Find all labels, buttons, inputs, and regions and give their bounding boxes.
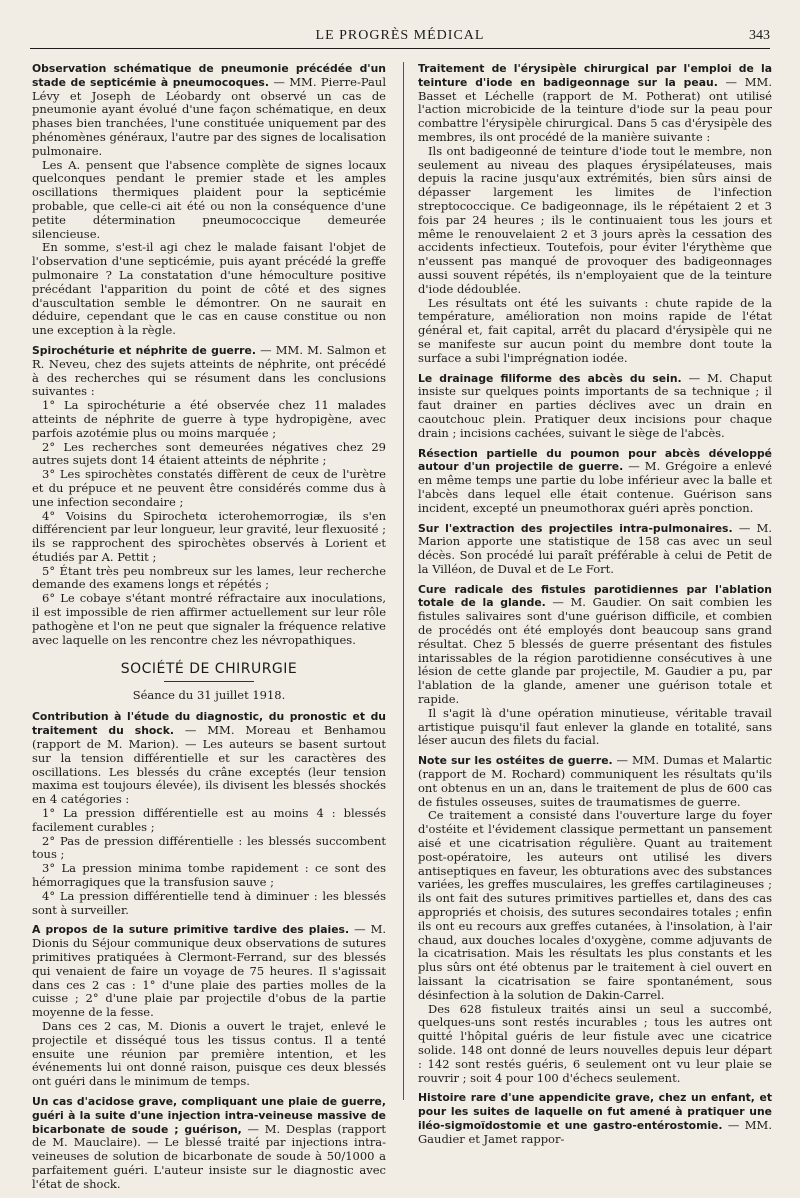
article-paragraph: Des 628 fistuleux traités ainsi un seul a succombé, quelques-uns sont restés incurables ; tous les autres ont quitté l'hôpital guéris de leur fistule avec une cicatrice solide. 148 ont donné de leurs nouvelles depuis leur départ : 142 sont restés guéris, 6 seulement ont vu leur plaie se rouvrir ; soit 4 pour 100 d'échecs seulement. [418,1001,772,1085]
list-item: 4° La pression différentielle tend à diminuer : les blessés sont à surveiller. [32,888,386,917]
article-text: Sur l'extraction des projectiles intra-pulmonaires. — M. Marion apporte une statistique de 158 cas avec un seul décès. Son procédé lui paraît préférable à celui de Petit de la Villéon, de Duval et de Le Fort. [418,520,772,576]
article-heading: Cure radicale des fistules parotidiennes par l'ablation totale de la glande. [418,582,772,610]
article-resection [418,447,772,516]
article-text: Cure radicale des fistules parotidiennes par l'ablation totale de la glande. — M. Gaudier. On sait combien les fistules salivaires sont d'une guérison difficile, et combien de procédés ont été employés dont beaucoup sans grand résultat. Chez 5 blessés de guerre présentant des fistules intarissables de la région parotidienne consécutives à une lésion de cette glande par projectile, M. Gaudier a pu, par l'ablation de la glande, amener une guérison totale et rapide. [418,582,772,707]
article-text: Un cas d'acidose grave, compliquant une plaie de guerre, guéri à la suite d'une injection intra-veineuse massive de bicarbonate de soude ; guérison, — M. Desplas (rapport de M. Mauclaire). — Le blessé traité par injections intra-veineuses de solution de bicarbonate de soude à 50/1000 a parfaitement guéri. L'auteur insiste sur le diagnostic avec l'état de shock. [32,1094,386,1191]
article-heading: A propos de la suture primitive tardive des plaies. [32,923,350,937]
article-heading: Un cas d'acidose grave, compliquant une plaie de guerre, guéri à la suite d'une injection intra-veineuse massive de bicarbonate de soude ; guérison, [32,1094,386,1136]
article-heading: Résection partielle du poumon pour abcès développé autour d'un projectile de guerre. [418,446,772,474]
article-text: A propos de la suture primitive tardive des plaies. — M. Dionis du Séjour communique deux observations de sutures primitives pratiquées à Clermont-Ferrand, sur des blessés qui venaient de faire un voyage de 75 heures. Il s'agissait dans ces 2 cas : 1° d'une plaie des parties molles de la cuisse ; 2° d'une plaie par projectile d'obus de la partie moyenne de la fesse. [32,922,386,1020]
article-text: Histoire rare d'une appendicite grave, chez un enfant, et pour les suites de laquelle on fut amené à pratiquer une iléo-sigmoïdostomie et une gastro-entérostomie. — MM. Gaudier et Jamet rappor- [418,1091,772,1146]
list-item: 1° La pression différentielle est au moins 4 : blessés facilement curables ; [32,806,386,834]
article-paragraph: En somme, s'est-il agi chez le malade faisant l'objet de l'observation d'une septicémie, puis ayant précédé la greffe pulmonaire ? La constatation d'une hémoculture positive précédant l'apparition du point de côté et des signes d'auscultation semble le démontrer. On ne saurait en déduire, cependant que le cas en cause constitue ou non une exception à la règle. [32,240,386,338]
article-appendicite [418,1091,772,1146]
list-item: 2° Les recherches sont demeurées négatives chez 29 autres sujets dont 14 étaient atteints de néphrite ; [32,439,386,468]
article-pneumonie [32,62,386,338]
article-heading: Histoire rare d'une appendicite grave, chez un enfant, et pour les suites de laquelle on fut amené à pratiquer une iléo-sigmoïdostomie et une gastro-entérostomie. [418,1091,772,1132]
article-paragraph: Les A. pensent que l'absence complète de signes locaux quelconques pendant le premier stade et les amples oscillations thermiques plaident pour la septicémie probable, que celle-ci ait été ou non la conséquence d'une petite détermination pneumococcique demeurée silencieuse. [32,157,386,241]
article-extraction [418,522,772,577]
list-item: 5° Étant très peu nombreux sur les lames, leur recherche demande des examens longs et répétés ; [32,563,386,592]
section-title: SOCIÉTÉ DE CHIRURGIE [120,661,298,678]
article-text: Contribution à l'étude du diagnostic, du pronostic et du traitement du shock. — MM. Moreau et Benhamou (rapport de M. Marion). — Les auteurs se basent surtout sur la tension différentielle et sur les caractères des oscillations. Les blessés du crâne exceptés (leur tension maxima est toujours élevée), ils divisent les blessés shockés en 4 catégories : [32,710,386,807]
column-divider [403,62,404,1100]
article-text: Observation schématique de pneumonie précédée d'un stade de septicémie à pneumocoques. — MM. Pierre-Paul Lévy et Joseph de Léobardy ont observé un cas de pneumonie ayant évolué d'une façon schématique, en deux phases bien tranchées, l'une constituée uniquement par des phénomènes généraux, l'autre par des signes de localisation pulmonaire. [32,62,386,158]
session-date: Séance du 31 juillet 1918. [132,688,286,703]
list-item: 6° Le cobaye s'étant montré réfractaire aux inoculations, il est impossible de rien affirmer actuellement sur leur rôle pathogène et l'on ne peut que signaler la fréquence relative avec laquelle on les rencontre chez les névropathiques. [32,591,386,647]
article-heading: Contribution à l'étude du diagnostic, du pronostic et du traitement du shock. [32,710,386,738]
article-heading: Spirochéturie et néphrite de guerre. [32,343,256,357]
article-heading: Observation schématique de pneumonie précédée d'un stade de septicémie à pneumocoques. [32,62,386,89]
article-text: Note sur les ostéites de guerre. — MM. Dumas et Malartic (rapport de M. Rochard) communiquent les résultats qu'ils ont obtenus en un an, dans le traitement de plus de 600 cas de fistules osseuses, suites de traumatismes de guerre. [418,753,772,809]
section-rule [164,681,254,682]
article-paragraph: Ils ont badigeonné de teinture d'iode tout le membre, non seulement au niveau des plaques érysipélateuses, mais depuis la racine jusqu'aux extrémités, bien sûrs ainsi de dépasser largement les limites de l'infection streptococcique. Ce badigeonnage, ils le répétaient 2 et 3 fois par 24 heures ; ils le continuaient tous les jours et même le renouvelaient 2 et 3 jours après la cessation des accidents infectieux. Toutefois, pour éviter l'érythème que n'eussent pas manqué de provoquer des badigeonnages aussi souvent répétés, ils n'employaient que de la teinture d'iode dédoublée. [418,143,772,296]
article-shock [32,710,386,917]
page-header [30,26,770,49]
article-heading: Le drainage filiforme des abcès du sein. [418,371,682,385]
list-item: 3° La pression minima tombe rapidement : ce sont des hémorragiques que la transfusion sauve ; [32,861,386,890]
article-drainage [418,372,772,441]
article-suture [32,923,386,1089]
list-item: 2° Pas de pression différentielle : les blessés succombent tous ; [32,833,386,862]
article-heading: Traitement de l'érysipèle chirurgical par l'emploi de la teinture d'iode en badigeonnage sur la peau. [418,62,772,89]
article-paragraph: Les résultats ont été les suivants : chute rapide de la température, amélioration non moins rapide de l'état général et, fait capital, arrêt du placard d'érysipèle qui ne se manifeste sur aucun point du membre dont toute la surface a subi l'imprégnation iodée. [418,295,772,365]
article-paragraph: Il s'agit là d'une opération minutieuse, véritable travail artistique puisqu'il faut enlever la glande en totalité, sans léser aucun des filets du facial. [418,705,772,748]
article-spirocheturie [32,344,386,648]
left-column [32,62,386,1198]
article-heading: Note sur les ostéites de guerre. [418,754,613,768]
article-paragraph: Ce traitement a consisté dans l'ouverture large du foyer d'ostéite et l'évidement classique permettant un pansement aisé et une cicatrisation régulière. Quant au traitement post-opératoire, les auteurs ont utilisé les divers antiseptiques en faveur, les obturations avec des substances variées, les greffes musculaires, les greffes cartilagineuses ; ils ont fait des sutures primitives partielles et, dans des cas appropriés et choisis, des sutures secondaires totales ; enfin ils ont eu recours aux greffes cutanées, à l'insolation, à l'air chaud, aux douches locales d'oxygène, comme adjuvants de la cicatrisation. Mais les résultats les plus constants et les plus sûrs ont été obtenus par le traitement à ciel ouvert en laissant la cicatrisation se faire spontanément, sous désinfection à la solution de Dakin-Carrel. [418,808,772,1002]
article-erysipele [418,62,772,366]
journal-title: LE PROGRÈS MÉDICAL [315,28,485,43]
list-item: 3° Les spirochètes constatés diffèrent de ceux de l'urètre et du prépuce et ne peuvent être considérés comme dus à une infection secondaire ; [32,467,386,509]
right-column [418,62,772,1153]
page-number: 343 [749,28,770,43]
article-text: Le drainage filiforme des abcès du sein. — M. Chaput insiste sur quelques points importants de sa technique ; il faut drainer en parties déclives avec un drain en caoutchouc plein. Pratiquer deux incisions pour chaque drain ; incisions cachées, suivant le siège de l'abcès. [418,370,772,440]
article-paragraph: Dans ces 2 cas, M. Dionis a ouvert le trajet, enlevé le projectile et disséqué tous les tissus contus. Il a tenté ensuite une réunion par première intention, et les événements lui ont donné raison, puisque ces deux blessés ont guéri dans le minimum de temps. [32,1019,386,1089]
article-text: Résection partielle du poumon pour abcès développé autour d'un projectile de guerre. — M. Grégoire a enlevé en même temps une partie du lobe inférieur avec la balle et l'abcès dans lequel elle était contenue. Guérison sans incident, excepté un pneumothorax guéri après ponction. [418,446,772,515]
list-item: 1° La spirochéturie a été observée chez 11 malades atteints de néphrite de guerre à type hydropigène, avec parfois azotémie plus ou moins marquée ; [32,398,386,440]
article-text: Traitement de l'érysipèle chirurgical par l'emploi de la teinture d'iode en badigeonnage sur la peau. — MM. Basset et Léchelle (rapport de M. Potherat) ont utilisé l'action microbicide de la teinture d'iode sur la peau pour combattre l'érysipèle chirurgical. Dans 5 cas d'érysipèle des membres, ils ont procédé de la manière suivante : [418,62,772,144]
article-fistules [418,583,772,749]
list-item: 4° Voisins du Spirochetα icterohemorrogiæ, ils s'en différencient par leur longueur, leur gravité, leur flexuosité ; ils se rapprochent des spirochètes observés à Lorient et étudiés par A. Pettit ; [32,508,386,564]
article-acidose [32,1095,386,1192]
article-text: Spirochéturie et néphrite de guerre. — MM. M. Salmon et R. Neveu, chez des sujets atteints de néphrite, ont précédé à des recherches qui se résument dans les conclusions suivantes : [32,342,386,399]
article-heading: Sur l'extraction des projectiles intra-pulmonaires. [418,521,733,535]
article-osteites [418,754,772,1085]
